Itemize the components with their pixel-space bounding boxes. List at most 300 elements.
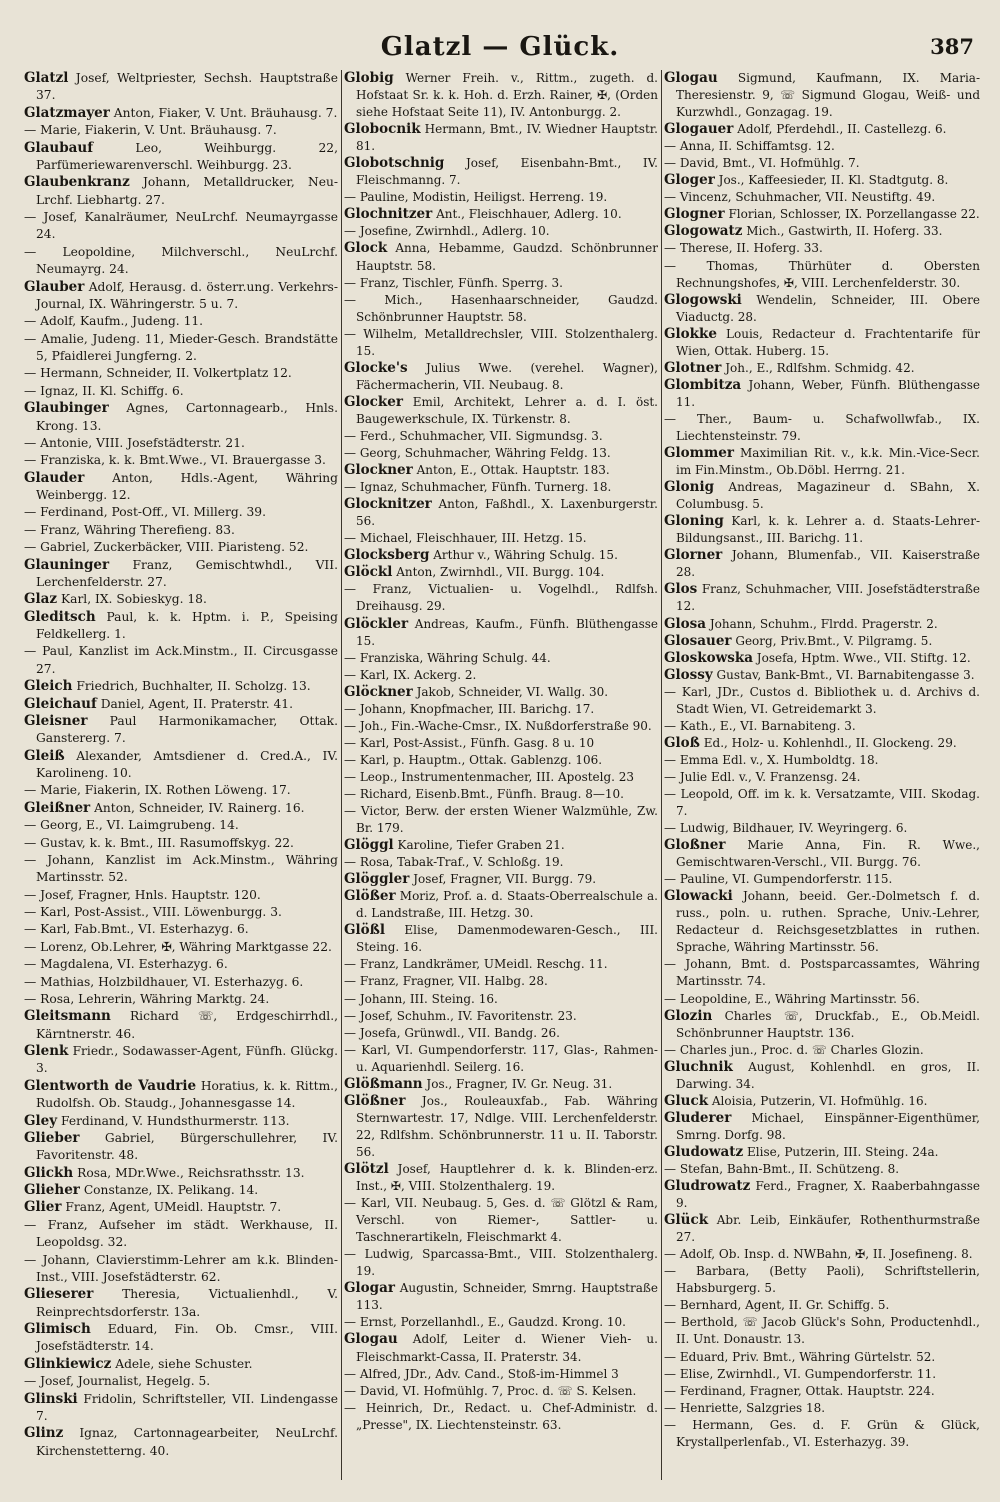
directory-entry [24, 1252, 338, 1287]
entry-details: — Berthold, ☏ Jacob Glück's Sohn, Productenhdl., II. Unt. Donaustr. 13. [664, 1315, 980, 1347]
entry-surname: Glochnitzer [344, 206, 433, 223]
directory-entry [344, 752, 658, 769]
entry-surname: Glöckl [344, 564, 393, 581]
directory-entry [344, 786, 658, 803]
directory-entry [344, 564, 658, 581]
directory-entry [664, 769, 980, 786]
directory-entry [344, 888, 658, 922]
directory-entry [344, 1025, 658, 1042]
entry-details: — Josef, Schuhm., IV. Favoritenstr. 23. [344, 1008, 577, 1023]
directory-entry [664, 820, 980, 837]
entry-surname: Glockner [344, 462, 413, 479]
entry-details: — Karl, VII. Neubaug. 5, Ges. d. ☏ Glötzl & Ram, Verschl. von Riemer-, Sattler- u. Taschnerartikeln, Fleischmarkt 4. [344, 1196, 658, 1245]
directory-entry [344, 684, 658, 701]
column-1 [24, 70, 338, 1485]
directory-entry [664, 1349, 980, 1366]
entry-details: — Michael, Fleischhauer, III. Hetzg. 15. [344, 531, 587, 546]
directory-entry [664, 1400, 980, 1417]
directory-entry [664, 786, 980, 820]
directory-entry [344, 275, 658, 292]
directory-entry [24, 522, 338, 539]
directory-entry [24, 365, 338, 382]
entry-details: Josef, Weltpriester, Sechsh. Hauptstraße 37. [36, 71, 338, 103]
directory-entry [664, 155, 980, 172]
directory-entry [24, 331, 338, 366]
entry-details: — Josefine, Zwirnhdl., Adlerg. 10. [344, 224, 550, 239]
entry-details: — Adolf, Ob. Insp. d. NWBahn, ✠, II. Josefineng. 8. [664, 1247, 973, 1262]
directory-entry [344, 240, 658, 274]
directory-entry [24, 279, 338, 314]
entry-surname: Glinski [24, 1390, 78, 1407]
entry-details: Andreas, Magazineur d. SBahn, X. Columbusg. 5. [676, 480, 980, 512]
entry-details: — Charles jun., Proc. d. ☏ Charles Glozin. [664, 1042, 924, 1057]
entry-surname: Glück [664, 1212, 709, 1229]
entry-details: — Karl, JDr., Custos d. Bibliothek u. d. Archivs d. Stadt Wien, VI. Getreidemarkt 3. [664, 684, 980, 716]
directory-entry [344, 1161, 658, 1195]
entry-details: Mich., Gastwirth, II. Hoferg. 33. [746, 224, 943, 239]
entry-surname: Gluderer [664, 1109, 732, 1126]
directory-entry [344, 326, 658, 360]
entry-details: — Franz, Victualien- u. Vogelhdl., Rdlfsh. Dreihausg. 29. [344, 582, 658, 614]
entry-details: Gabriel, Bürgerschullehrer, IV. Favoritenstr. 48. [36, 1130, 338, 1163]
directory-entry [24, 140, 338, 175]
directory-entry [664, 70, 980, 121]
directory-entry [344, 956, 658, 973]
entry-details: Johann, Metalldrucker, Neu-Lrchf. Liebhartg. 27. [36, 175, 338, 207]
entry-details: Daniel, Agent, II. Praterstr. 41. [100, 696, 293, 711]
directory-entry [344, 991, 658, 1008]
entry-surname: Gleich [24, 678, 73, 695]
entry-surname: Gleißner [24, 799, 91, 816]
entry-details: — Georg, Schuhmacher, Währing Feldg. 13. [344, 446, 611, 461]
entry-details: — Karl, p. Hauptm., Ottak. Gablenzg. 106. [344, 752, 603, 767]
directory-entry [344, 650, 658, 667]
directory-entry [344, 803, 658, 837]
directory-entry [24, 1130, 338, 1165]
entry-surname: Glaubenkranz [24, 174, 130, 191]
directory-entry [24, 939, 338, 956]
directory-entry [664, 1093, 980, 1110]
entry-details: — Lorenz, Ob.Lehrer, ✠, Währing Marktgasse 22. [24, 939, 332, 954]
directory-entry [344, 206, 658, 223]
entry-details: — Bernhard, Agent, II. Gr. Schiffg. 5. [664, 1298, 890, 1313]
entry-details: — Hermann, Schneider, II. Volkertplatz 12. [24, 366, 292, 381]
entry-surname: Glogner [664, 206, 725, 223]
directory-entry [344, 1383, 658, 1400]
entry-details: — Johann, Knopfmacher, III. Barichg. 17. [344, 701, 595, 716]
directory-entry [664, 1042, 980, 1059]
directory-entry [24, 1321, 338, 1356]
entry-details: Jos., Kaffeesieder, II. Kl. Stadtgutg. 8. [718, 173, 949, 188]
entry-surname: Gloger [664, 172, 715, 189]
directory-entry [664, 223, 980, 240]
directory-entry [344, 769, 658, 786]
directory-entry [24, 1373, 338, 1390]
entry-details: — Ignaz, II. Kl. Schiffg. 6. [24, 383, 184, 398]
entry-details: — Therese, II. Hoferg. 33. [664, 241, 823, 256]
entry-details: Karoline, Tiefer Graben 21. [397, 838, 565, 853]
entry-surname: Glokke [664, 325, 717, 342]
entry-details: — Karl, IX. Ackerg. 2. [344, 667, 477, 682]
entry-details: — Amalie, Judeng. 11, Mieder-Gesch. Brandstätte 5, Pfaidlerei Jungferng. 2. [24, 331, 338, 363]
directory-entry [344, 223, 658, 240]
entry-details: Jakob, Schneider, VI. Wallg. 30. [416, 684, 609, 699]
entry-details: — Rosa, Lehrerin, Währing Marktg. 24. [24, 991, 270, 1006]
entry-surname: Glosa [664, 615, 707, 632]
entry-details: — Pauline, Modistin, Heiligst. Herreng. 19. [344, 190, 608, 205]
entry-surname: Gleisner [24, 712, 88, 729]
entry-surname: Glaubinger [24, 400, 109, 417]
entry-details: — Franz, Fragner, VII. Halbg. 28. [344, 974, 548, 989]
directory-entry [344, 1280, 658, 1314]
entry-surname: Glozin [664, 1007, 713, 1024]
entry-surname: Gloßner [664, 837, 726, 854]
entry-details: — Johann, Clavierstimm-Lehrer am k.k. Blinden-Inst., VIII. Josefstädterstr. 62. [24, 1252, 338, 1284]
directory-entry [344, 1314, 658, 1331]
directory-entry [664, 667, 980, 684]
entry-details: Friedrich, Buchhalter, II. Scholzg. 13. [76, 679, 311, 694]
directory-entry [24, 1113, 338, 1130]
directory-entry [344, 462, 658, 479]
entry-details: Anton, E., Ottak. Hauptstr. 183. [416, 463, 610, 478]
entry-details: Leo, Weihburgg. 22, Parfümeriewarenverschl. Weihburgg. 23. [36, 140, 338, 172]
entry-details: Karl, k. k. Lehrer a. d. Staats-Lehrer-Bildungsanst., III. Barichg. 11. [676, 514, 980, 546]
entry-details: Johann, Blumenfab., VII. Kaiserstraße 28. [676, 548, 980, 580]
directory-entry [344, 922, 658, 956]
entry-surname: Glieher [24, 1182, 80, 1198]
entry-details: Aloisia, Putzerin, VI. Hofmühlg. 16. [711, 1093, 928, 1108]
entry-surname: Glaubauf [24, 139, 94, 156]
directory-entry [664, 121, 980, 138]
directory-entry [664, 1110, 980, 1144]
entry-details: Wendelin, Schneider, III. Obere Viaductg. 28. [676, 292, 980, 324]
entry-details: Franz, Schuhmacher, VIII. Josefstädterstraße 12. [676, 582, 980, 614]
entry-details: Georg, Priv.Bmt., V. Pilgramg. 5. [735, 633, 933, 648]
entry-details: Karl, IX. Sobieskyg. 18. [60, 592, 207, 607]
directory-entry [344, 1400, 658, 1434]
entry-details: — Thomas, Thürhüter d. Obersten Rechnungshofes, ✠, VIII. Lerchenfelderstr. 30. [664, 258, 980, 290]
entry-details: — Karl, Post-Assist., VIII. Löwenburgg. 3. [24, 905, 282, 919]
directory-entry [664, 991, 980, 1008]
directory-entry [344, 1042, 658, 1076]
directory-entry [664, 1059, 980, 1093]
directory-entry [344, 189, 658, 206]
directory-entry [344, 70, 658, 121]
entry-details: — Mathias, Holzbildhauer, VI. Esterhazyg. 6. [24, 974, 304, 989]
entry-details: Emil, Architekt, Lehrer a. d. I. öst. Baugewerkschule, IX. Türkenstr. 8. [356, 394, 658, 426]
column-divider [341, 70, 342, 1480]
entry-details: — Leopoldine, Milchverschl., NeuLrchf. Neumayrg. 24. [24, 244, 338, 277]
entry-surname: Glatzmayer [24, 104, 110, 121]
directory-entry [344, 1195, 658, 1246]
entry-details: — Franziska, k. k. Bmt.Wwe., VI. Brauergasse 3. [24, 453, 326, 468]
directory-entry [664, 633, 980, 650]
entry-details: — Emma Edl. v., X. Humboldtg. 18. [664, 752, 879, 767]
directory-entry [664, 479, 980, 513]
entry-details: Florian, Schlosser, IX. Porzellangasse 22. [728, 207, 980, 222]
directory-entry [664, 360, 980, 377]
entry-surname: Glombitza [664, 376, 742, 393]
directory-entry [344, 735, 658, 752]
entry-details: Paul Harmonikamacher, Ottak. Ganstererg. 7. [36, 713, 338, 746]
entry-surname: Globocnik [344, 121, 421, 138]
entry-details: Julius Wwe. (verehel. Wagner), Fächermacherin, VII. Neubaug. 8. [356, 360, 658, 392]
entry-details: Anton, Hdls.-Agent, Währing Weinbergg. 12. [36, 470, 338, 502]
directory-entry [344, 581, 658, 615]
entry-surname: Gley [24, 1112, 58, 1129]
entry-details: — Heinrich, Dr., Redact. u. Chef-Administr. d. „Presse", IX. Liechtensteinstr. 63. [344, 1400, 658, 1432]
directory-entry [24, 887, 338, 904]
entry-details: — Johann, Bmt. d. Postsparcassamtes, Währing Martinsstr. 74. [664, 957, 980, 989]
entry-surname: Glocknitzer [344, 496, 432, 513]
directory-entry [664, 206, 980, 223]
directory-entry [664, 1297, 980, 1314]
entry-details: — Anna, II. Schiffamtsg. 12. [664, 139, 835, 154]
entry-details: Anton, Schneider, IV. Rainerg. 16. [94, 800, 305, 815]
entry-details: — Ignaz, Schuhmacher, Fünfh. Turnerg. 18. [344, 480, 612, 495]
directory-entry [24, 1043, 338, 1078]
entry-details: — Marie, Fiakerin, IX. Rothen Löweng. 17. [24, 783, 291, 798]
directory-entry [664, 871, 980, 888]
entry-details: Richard ☏, Erdgeschirrhdl., Kärntnerstr. 46. [36, 1009, 338, 1041]
entry-surname: Glößmann [344, 1075, 423, 1092]
entry-details: Adele, siehe Schuster. [115, 1356, 253, 1371]
entry-details: Jos., Rouleauxfab., Fab. Währing Sternwartestr. 17, Ndlge. VIII. Lerchenfelderstr. 22, Rdlfshm. Schönbrunnerstr. 11 u. II. Taborstr. 56. [356, 1093, 658, 1159]
entry-surname: Glöckler [344, 615, 409, 632]
entry-surname: Glenk [24, 1043, 69, 1059]
entry-details: — Stefan, Bahn-Bmt., II. Schützeng. 8. [664, 1162, 900, 1176]
entry-details: Moriz, Prof. a. d. Staats-Oberrealschule a. d. Landstraße, III. Hetzg. 30. [356, 889, 658, 921]
directory-entry [24, 383, 338, 400]
entry-surname: Gleiß [24, 747, 65, 764]
directory-entry [664, 377, 980, 411]
entry-details: — David, Bmt., VI. Hofmühlg. 7. [664, 156, 860, 171]
entry-details: Ferd., Fragner, X. Raaberbahngasse 9. [676, 1179, 980, 1211]
entry-details: Elise, Putzerin, III. Steing. 24a. [747, 1144, 939, 1159]
entry-details: — Josef, Fragner, Hnls. Hauptstr. 120. [24, 887, 261, 902]
entry-details: Theresia, Victualienhdl., V. Reinprechtsdorferstr. 13a. [36, 1287, 338, 1319]
entry-surname: Glier [24, 1199, 62, 1216]
directory-entry [664, 189, 980, 206]
directory-entry [344, 1331, 658, 1365]
entry-details: Augustin, Schneider, Smrng. Hauptstraße 113. [356, 1281, 658, 1313]
entry-surname: Glatzl [24, 70, 69, 86]
directory-entry [344, 547, 658, 564]
directory-entry [24, 1286, 338, 1321]
directory-entry [24, 835, 338, 852]
entry-details: — Julie Edl. v., V. Franzensg. 24. [664, 769, 861, 784]
entry-details: — Richard, Eisenb.Bmt., Fünfh. Braug. 8—10. [344, 786, 624, 801]
directory-entry [344, 1093, 658, 1161]
entry-details: Ant., Fleischhauer, Adlerg. 10. [436, 207, 622, 222]
directory-entry [344, 701, 658, 718]
entry-details: — Leopoldine, E., Währing Martinsstr. 56. [664, 991, 920, 1006]
entry-details: Ignaz, Cartonnagearbeiter, NeuLrchf. Kirchenstetterng. 40. [36, 1426, 338, 1458]
directory-entry [344, 445, 658, 462]
directory-entry [24, 852, 338, 887]
directory-entry [344, 718, 658, 735]
directory-entry [24, 1078, 338, 1113]
entry-surname: Glock [344, 240, 388, 257]
entry-surname: Glieber [24, 1129, 80, 1146]
entry-surname: Glommer [664, 445, 734, 462]
directory-entry [24, 209, 338, 244]
entry-details: Paul, k. k. Hptm. i. P., Speising Feldkellerg. 1. [36, 609, 338, 641]
directory-entry [664, 1008, 980, 1042]
entry-details: — Franz, Aufseher im städt. Werkhause, II. Leopoldsg. 32. [24, 1217, 338, 1250]
entry-details: — Ther., Baum- u. Schafwollwfab., IX. Liechtensteinstr. 79. [664, 411, 980, 443]
directory-entry [24, 1217, 338, 1252]
entry-details: — Paul, Kanzlist im Ack.Minstm., II. Circusgasse 27. [24, 644, 338, 676]
directory-entry [24, 70, 338, 105]
entry-details: Andreas, Kaufm., Fünfh. Blüthengasse 15. [356, 616, 658, 648]
directory-entry [664, 1212, 980, 1246]
entry-details: Franz, Gemischtwhdl., VII. Lerchenfelderstr. 27. [36, 557, 338, 589]
entry-surname: Gloß [664, 734, 700, 751]
directory-entry [24, 696, 338, 713]
entry-details: Louis, Redacteur d. Frachtentarife für Wien, Ottak. Huberg. 15. [676, 326, 980, 358]
directory-entry [664, 1314, 980, 1348]
directory-entry [344, 155, 658, 189]
directory-entry [344, 530, 658, 547]
entry-surname: Glosauer [664, 632, 732, 649]
entry-surname: Glaz [24, 591, 58, 608]
entry-details: — Victor, Berw. der ersten Wiener Walzmühle, Zw. Br. 179. [344, 804, 658, 836]
directory-entry [24, 539, 338, 556]
directory-entry [344, 1076, 658, 1093]
entry-details: — Wilhelm, Metalldrechsler, VIII. Stolzenthalerg. 15. [344, 326, 658, 358]
entry-surname: Gleichauf [24, 695, 97, 712]
entry-details: — Henriette, Salzgries 18. [664, 1400, 826, 1415]
entry-details: Arthur v., Währing Schulg. 15. [433, 548, 618, 563]
directory-entry [24, 105, 338, 122]
entry-details: Josef, Fragner, VII. Burgg. 79. [413, 872, 597, 887]
entry-details: Agnes, Cartonnagearb., Hnls. Krong. 13. [36, 401, 338, 433]
entry-details: — Johann, III. Steing. 16. [344, 991, 498, 1006]
entry-details: Horatius, k. k. Rittm., Rudolfsh. Ob. Staudg., Johannesgasse 14. [36, 1078, 338, 1111]
entry-surname: Gleitsmann [24, 1008, 111, 1025]
entry-details: Ed., Holz- u. Kohlenhdl., II. Glockeng. 29. [703, 735, 957, 750]
entry-details: — Johann, Kanzlist im Ack.Minstm., Währing Martinsstr. 52. [24, 852, 338, 885]
entry-details: Josefa, Hptm. Wwe., VII. Stiftg. 12. [756, 650, 971, 665]
directory-entry [24, 1008, 338, 1043]
entry-surname: Globotschnig [344, 155, 445, 172]
directory-entry [344, 616, 658, 650]
entry-details: Maximilian Rit. v., k.k. Min.-Vice-Secr. im Fin.Minstm., Ob.Döbl. Herrng. 21. [676, 446, 980, 478]
directory-entry [664, 718, 980, 735]
entry-details: — Leopold, Off. im k. k. Versatzamte, VIII. Skodag. 7. [664, 786, 980, 819]
entry-surname: Glonig [664, 479, 715, 496]
entry-details: Anton, Fiaker, V. Unt. Bräuhausg. 7. [113, 105, 338, 120]
entry-details: — Franz, Tischler, Fünfh. Sperrg. 3. [344, 275, 563, 290]
entry-surname: Glowacki [664, 888, 733, 905]
entry-details: — Leop., Instrumentenmacher, III. Apostelg. 23 [344, 769, 635, 784]
entry-surname: Glocke's [344, 359, 408, 376]
entry-details: — Georg, E., VI. Laimgrubeng. 14. [24, 818, 239, 833]
directory-entry [344, 479, 658, 496]
directory-entry [24, 1165, 338, 1182]
entry-details: — Franz, Währing Therefieng. 83. [24, 522, 235, 537]
entry-details: Marie Anna, Fin. R. Wwe., Gemischtwaren-Verschl., VII. Burgg. 76. [676, 838, 980, 870]
directory-entry [664, 888, 980, 956]
directory-entry [344, 667, 658, 684]
directory-entry [344, 428, 658, 445]
directory-entry [664, 326, 980, 360]
entry-details: Franz, Agent, UMeidl. Hauptstr. 7. [65, 1200, 282, 1215]
entry-details: Sigmund, Kaufmann, IX. Maria-Theresienstr. 9, ☏ Sigmund Glogau, Weiß- und Kurzwhdl., Gonzagag. 19. [676, 71, 980, 120]
directory-entry [664, 735, 980, 752]
entry-details: — Vincenz, Schuhmacher, VII. Neustiftg. 49. [664, 190, 936, 205]
entry-details: — Pauline, VI. Gumpendorferstr. 115. [664, 872, 893, 887]
directory-entry [664, 292, 980, 326]
directory-entry [24, 1182, 338, 1199]
entry-surname: Glogowatz [664, 223, 743, 240]
entry-details: Adolf, Herausg. d. österr.ung. Verkehrs-Journal, IX. Währingerstr. 5 u. 7. [36, 279, 338, 311]
directory-entry [664, 172, 980, 189]
directory-entry [24, 122, 338, 139]
entry-details: Anton, Zwirnhdl., VII. Burgg. 104. [396, 565, 605, 580]
entry-surname: Glinz [24, 1425, 64, 1442]
entry-details: — Barbara, (Betty Paoli), Schriftstellerin, Habsburgerg. 5. [664, 1264, 980, 1296]
entry-surname: Glocksberg [344, 547, 430, 564]
entry-details: Eduard, Fin. Ob. Cmsr., VIII. Josefstädterstr. 14. [36, 1322, 338, 1354]
directory-entry [664, 1144, 980, 1161]
entry-details: — David, VI. Hofmühlg. 7, Proc. d. ☏ S. Kelsen. [344, 1383, 637, 1398]
entry-details: — Eduard, Priv. Bmt., Währing Gürtelstr. 52. [664, 1349, 936, 1364]
entry-surname: Glogau [664, 70, 718, 86]
entry-details: Rosa, MDr.Wwe., Reichsrathsstr. 13. [77, 1165, 305, 1180]
directory-entry [24, 904, 338, 921]
directory-entry [344, 854, 658, 871]
directory-entry [24, 678, 338, 695]
entry-surname: Glöggler [344, 871, 410, 888]
entry-details: — Gustav, k. k. Bmt., III. Rasumoffskyg. 22. [24, 835, 294, 850]
entry-details: Werner Freih. v., Rittm., zugeth. d. Hofstaat Sr. k. k. Hoh. d. Erzh. Rainer, ✠, (Orden siehe Hofstaat Seite 11), IV. Antonburgg. 2. [356, 71, 658, 120]
column-3 [664, 70, 980, 1485]
entry-details: — Marie, Fiakerin, V. Unt. Bräuhausg. 7. [24, 123, 277, 138]
directory-entry [24, 400, 338, 435]
entry-surname: Glößner [344, 1092, 406, 1109]
directory-entry [24, 1356, 338, 1373]
entry-surname: Gludrowatz [664, 1178, 751, 1195]
entry-details: Elise, Damenmodewaren-Gesch., III. Steing. 16. [356, 923, 658, 955]
entry-details: — Ferd., Schuhmacher, VII. Sigmundsg. 3. [344, 428, 603, 443]
directory-entry [664, 616, 980, 633]
entry-surname: Glocker [344, 393, 403, 410]
entry-surname: Glossy [664, 666, 713, 683]
directory-entry [344, 496, 658, 530]
directory-entry [24, 504, 338, 521]
entry-details: — Antonie, VIII. Josefstädterstr. 21. [24, 435, 245, 450]
directory-entry [664, 650, 980, 667]
entry-details: Adolf, Pferdehdl., II. Castellezg. 6. [737, 122, 947, 137]
entry-details: — Adolf, Kaufm., Judeng. 11. [24, 314, 204, 329]
column-divider [661, 70, 662, 1480]
directory-entry [664, 837, 980, 871]
directory-entry [664, 445, 980, 479]
entry-details: — Josef, Kanalräumer, NeuLrchf. Neumayrgasse 24. [24, 210, 338, 242]
entry-details: Fridolin, Schriftsteller, VII. Lindengasse 7. [36, 1391, 338, 1423]
directory-entry [664, 258, 980, 292]
directory-entry [24, 643, 338, 678]
page-header [24, 22, 976, 68]
directory-entry [344, 1008, 658, 1025]
directory-entry [664, 1383, 980, 1400]
directory-entry [24, 956, 338, 973]
entry-details: August, Kohlenhdl. en gros, II. Darwing. 34. [676, 1059, 980, 1091]
entry-details: — Ferdinand, Post-Off., VI. Millerg. 39. [24, 505, 266, 520]
directory-entry [664, 1246, 980, 1263]
